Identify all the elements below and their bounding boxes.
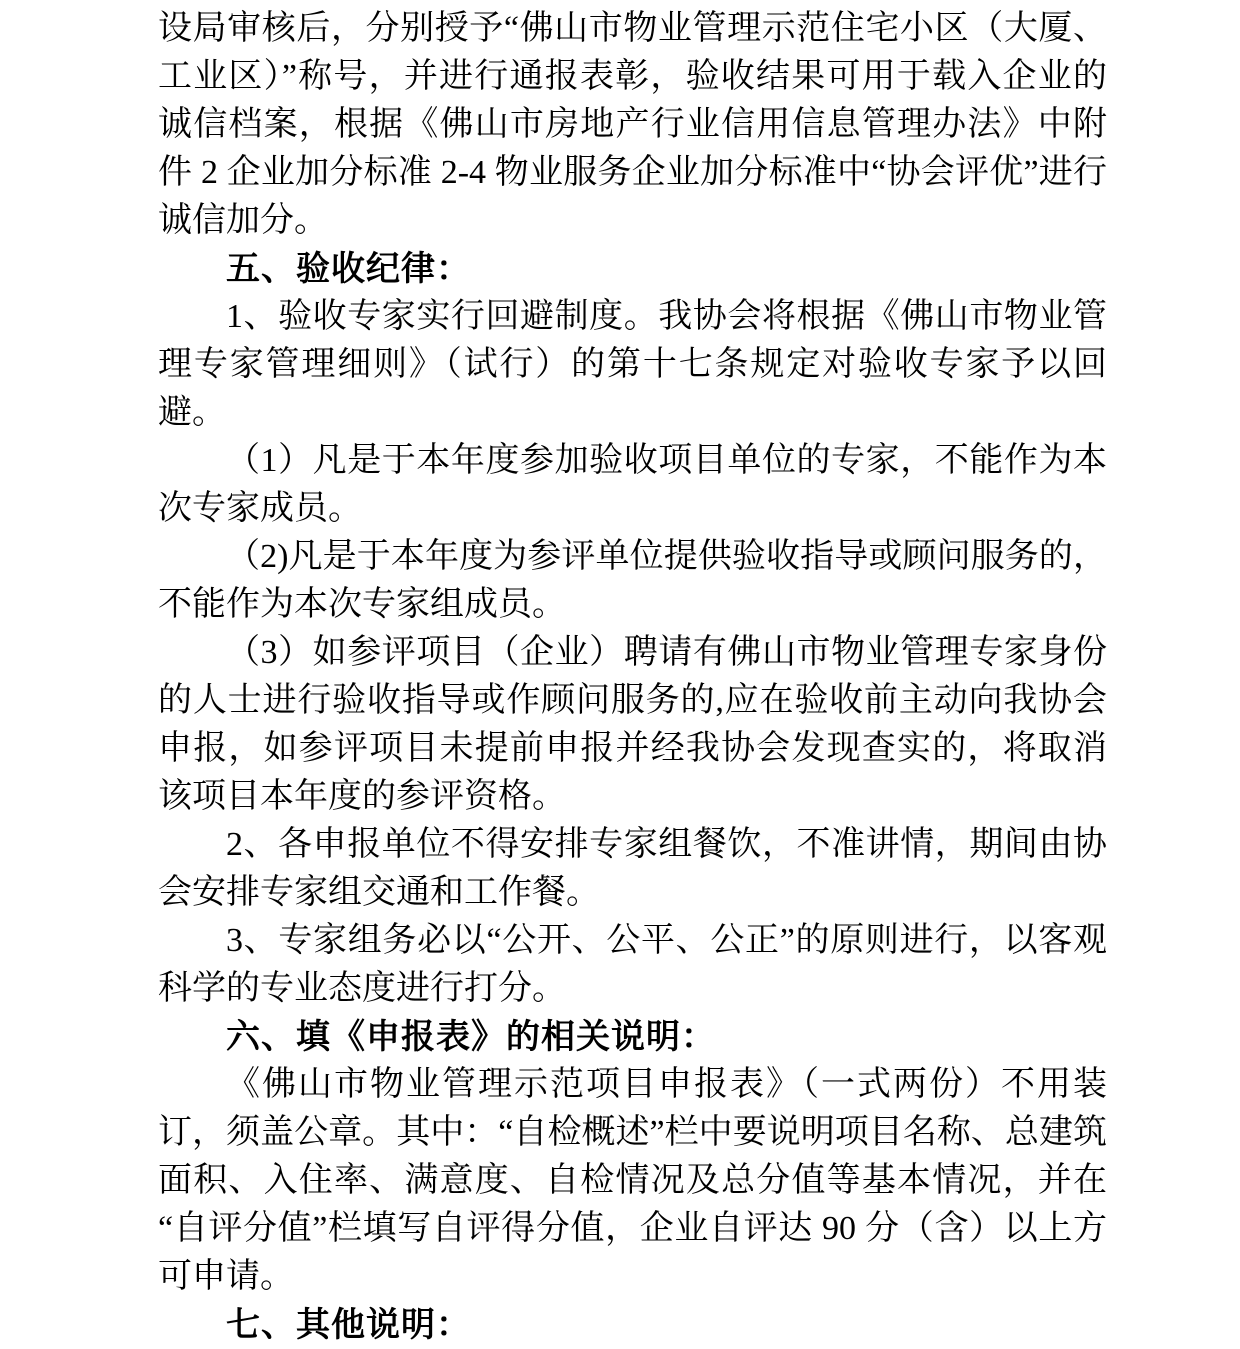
- section-heading-6-application-form-notes: 六、填《申报表》的相关说明：: [226, 1018, 716, 1056]
- section-heading-5-acceptance-discipline: 五、验收纪律：: [226, 250, 471, 288]
- paragraph-discipline-item-3: 3、专家组务必以“公开、公平、公正”的原则进行，以客观科学的专业态度进行打分。: [158, 922, 1107, 1007]
- paragraph-discipline-item-1-sub-1: （1）凡是于本年度参加验收项目单位的专家，不能作为本次专家成员。: [158, 442, 1107, 527]
- section-heading-7-other-notes: 七、其他说明：: [226, 1306, 471, 1344]
- paragraph-discipline-item-1-sub-2: （2)凡是于本年度为参评单位提供验收指导或顾问服务的，不能作为本次专家组成员。: [158, 538, 1107, 623]
- paragraph-discipline-item-1: 1、验收专家实行回避制度。我协会将根据《佛山市物业管理专家管理细则》（试行）的第十七条规定对验收专家予以回避。: [158, 298, 1107, 431]
- paragraph-discipline-item-2: 2、各申报单位不得安排专家组餐饮，不准讲情，期间由协会安排专家组交通和工作餐。: [158, 826, 1107, 911]
- paragraph-credit-bonus: 设局审核后，分别授予“佛山市物业管理示范住宅小区（大厦、工业区）”称号，并进行通报表彰，验收结果可用于载入企业的诚信档案，根据《佛山市房地产行业信用信息管理办法》中附件 2 企业加分标准 2-4 物业服务企业加分标准中“协会评优”进行诚信加分。: [158, 10, 1107, 239]
- paragraph-discipline-item-1-sub-3: （3）如参评项目（企业）聘请有佛山市物业管理专家身份的人士进行验收指导或作顾问服务的,应在验收前主动向我协会申报，如参评项目未提前申报并经我协会发现查实的，将取消该项目本年度的参评资格。: [158, 634, 1107, 815]
- paragraph-application-form-instructions: 《佛山市物业管理示范项目申报表》（一式两份）不用装订，须盖公章。其中：“自检概述”栏中要说明项目名称、总建筑面积、入住率、满意度、自检情况及总分值等基本情况，并在“自评分值”栏填写自评得分值，企业自评达 90 分（含）以上方可申请。: [158, 1066, 1107, 1295]
